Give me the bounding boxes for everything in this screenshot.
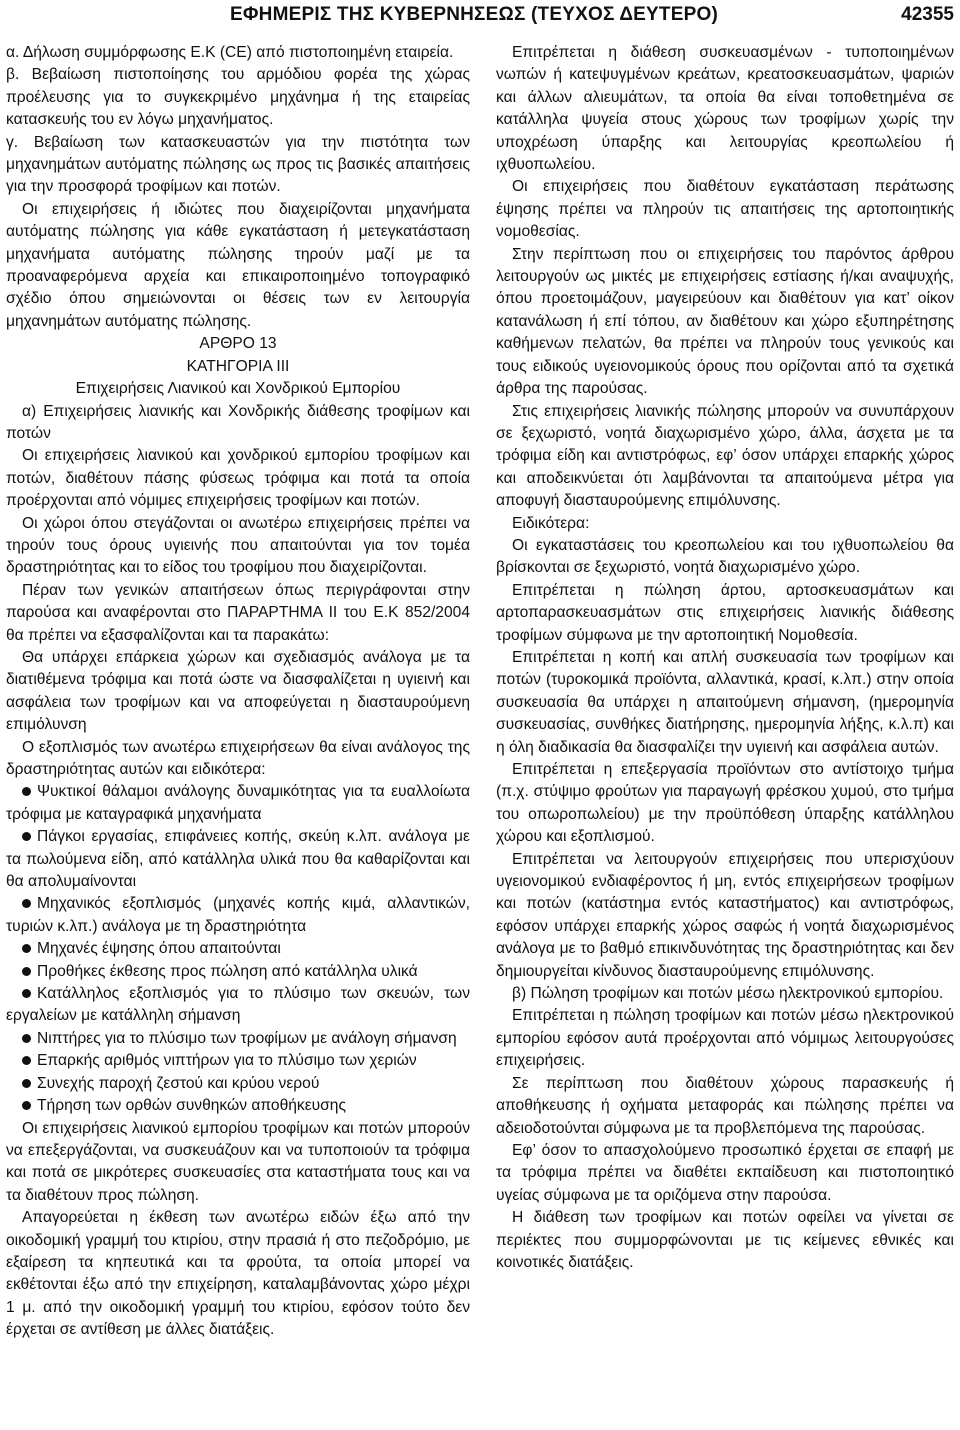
bullet-text: Πάγκοι εργασίας, επιφάνειες κοπής, σκεύη κ.λπ. ανάλογα με τα πωλούμενα είδη, από κατάλληλα υλικά που θα καθαρίζονται και θα απολυμαίνονται — [6, 828, 470, 891]
bullet-icon — [22, 1034, 31, 1043]
bullet-icon — [22, 1101, 31, 1110]
category-heading: ΚΑΤΗΓΟΡΙΑ ΙΙΙ — [186, 357, 290, 375]
paragraph: Επιτρέπεται να λειτουργούν επιχειρήσεις που υπερισχύουν υγειονομικού ενδιαφέροντος ή μη, εντός επιχειρήσεων τροφίμων και ποτών (κατάστημα εντός καταστήματος) και αντιστρόφως, εφόσον υπάρχει επαρκής χώρος σαφώς ή νοητά διαχωρισμένος ανάλογα με το βαθμό επικινδυνότητας της δραστηριότητας και δεν δημιουργείται κίνδυνος διασταυρούμενης επιμόλυνσης. — [496, 850, 954, 980]
paragraph: Οι επιχειρήσεις λιανικού εμπορίου τροφίμων και ποτών μπορούν να επεξεργάζονται, να συσκευάζουν και να τυποποιούν τα τρόφιμα και ποτά σε μικρότερες συσκευασίες στα καταστήματα τους και να τα διαθέτουν προς πώληση. — [6, 1119, 470, 1204]
bullet-text: Τήρηση των ορθών συνθηκών αποθήκευσης — [37, 1097, 346, 1115]
paragraph: Οι επιχειρήσεις που διαθέτουν εγκατάσταση περάτωσης έψησης πρέπει να πληρούν τις απαιτήσεις της αρτοποιητικής νομοθεσίας. — [496, 178, 954, 241]
paragraph: Η διάθεση των τροφίμων και ποτών οφείλει να γίνεται σε περιέκτες που συμμορφώνονται με τις κείμενες εθνικές και κοινοτικές διατάξεις. — [496, 1209, 954, 1271]
paragraph: Πέραν των γενικών απαιτήσεων όπως περιγράφονται στην παρούσα και αναφέρονται στο ΠΑΡΑΡΤΗΜΑ ΙΙ του Ε.Κ 852/2004 θα πρέπει να εξασφαλίζονται και τα παρακάτω: — [6, 581, 470, 644]
paragraph: Στις επιχειρήσεις λιανικής πώλησης μπορούν να συνυπάρχουν σε ξεχωριστό, νοητά διαχωρισμένο χώρο, άλλα, άσχετα με τα τρόφιμα είδη και αντιστρόφως, εφ’ όσον υπάρχει επαρκής χώρος και αποδεικνύεται ότι λαμβάνονται τα απαιτούμενα μέτρα για αποφυγή διασταυρούμενης επιμόλυνσης. — [496, 402, 954, 510]
bullet-text: Συνεχής παροχή ζεστού και κρύου νερού — [37, 1074, 320, 1092]
bullet-icon — [22, 787, 31, 796]
bullet-text: Κατάλληλος εξοπλισμός για το πλύσιμο των σκευών, των εργαλείων με κατάλληλη σήμανση — [6, 985, 470, 1025]
bullet-icon — [22, 899, 31, 908]
gazette-title: ΕΦΗΜΕΡΙΣ ΤΗΣ ΚΥΒΕΡΝΗΣΕΩΣ (ΤΕΥΧΟΣ ΔΕΥΤΕΡΟ) — [230, 4, 718, 25]
bullet-text: Νιπτήρες για το πλύσιμο των τροφίμων με ανάλογη σήμανση — [37, 1029, 457, 1047]
page-header — [0, 0, 960, 34]
bullet-icon — [22, 989, 31, 998]
paragraph: Οι χώροι όπου στεγάζονται οι ανωτέρω επιχειρήσεις πρέπει να τηρούν τους όρους υγιεινής που απαιτούνται για τον τομέα δραστηριότητας και το είδος του τροφίμου που διαχειρίζονται. — [6, 514, 470, 577]
paragraph: Απαγορεύεται η έκθεση των ανωτέρω ειδών έξω από την οικοδομική γραμμή του κτιρίου, στην πρασιά ή στο πεζοδρόμιο, με εξαίρεση τα κηπευτικά και τα φρούτα, τα οποία μπορεί να εκθέτονται έξω από την επιχείρηση, καταλαμβάνοντας χώρο μέχρι 1 μ. από την οικοδομική γραμμή του κτιρίου, εφόσον τούτο δεν έρχεται σε αντίθεση με άλλες διατάξεις. — [6, 1209, 470, 1339]
bullet-icon — [22, 832, 31, 841]
bullet-item — [6, 1050, 470, 1072]
paragraph: Ο εξοπλισμός των ανωτέρω επιχειρήσεων θα είναι ανάλογος της δραστηριότητας αυτών και ειδικότερα: — [6, 738, 470, 778]
bullet-item — [6, 893, 470, 938]
paragraph: Οι επιχειρήσεις λιανικού και χονδρικού εμπορίου τροφίμων και ποτών, διαθέτουν πάσης φύσεως τρόφιμα και ποτά τα οποία προέρχονται από νόμιμες επιχειρήσεις τροφίμων και ποτών. — [6, 447, 470, 510]
paragraph: Επιτρέπεται η κοπή και απλή συσκευασία των τροφίμων και ποτών (τυροκομικά προϊόντα, αλλαντικά, κρασί, κ.λπ.) στην οποία συσκευασία θα υπάρχει η απαιτούμενη σήμανση, (ημερομηνία συσκευασίας, συνθήκες διατήρησης, ημερομηνία λήξης, κ.λ.π) και η όλη διαδικασία θα διασφαλίζει την υγιεινή και ασφάλεια αυτών. — [496, 648, 954, 756]
paragraph: Οι εγκαταστάσεις του κρεοπωλείου και του ιχθυοπωλείου θα βρίσκονται σε ξεχωριστό, νοητά διαχωρισμένο χώρο. — [496, 536, 954, 577]
bullet-item — [6, 826, 470, 893]
paragraph: Επιτρέπεται η διάθεση συσκευασμένων - τυποποιημένων νωπών ή κατεψυγμένων κρεάτων, κρεατοσκευασμάτων, ψαριών και άλλων αλιευμάτων, τα οποία θα είναι τοποθετημένα σε κατάλληλα ψυγεία στους χώρους των τροφίμων χωρίς την υποχρέωση ύπαρξης και λειτουργίας κρεοπωλείου ή ιχθυοπωλείου. — [496, 44, 954, 174]
paragraph: Εφ’ όσον το απασχολούμενο προσωπικό έρχεται σε επαφή με τα τρόφιμα πρέπει να διαθέτει εκπαίδευση και πιστοποιητικό υγείας σύμφωνα με τα οριζόμενα στην παρούσα. — [496, 1141, 954, 1204]
bullet-icon — [22, 1056, 31, 1065]
paragraph: Επιτρέπεται η επεξεργασία προϊόντων στο αντίστοιχο τμήμα (π.χ. στύψιμο φρούτων για παραγωγή φρέσκου χυμού, στο τμήμα του οπωροπωλείου) με την προϋπόθεση ύπαρξης κατάλληλου χώρου και εξοπλισμού. — [496, 761, 954, 846]
bullet-item — [6, 938, 470, 960]
article-heading: ΑΡΘΡΟ 13 — [199, 335, 277, 353]
subsection-heading: α) Επιχειρήσεις λιανικής και Χονδρικής διάθεσης τροφίμων και ποτών — [6, 402, 470, 442]
bullet-text: Μηχανικός εξοπλισμός (μηχανές κοπής κιμά, αλλαντικών, τυριών κ.λπ.) ανάλογα με τη δραστηριότητα — [6, 895, 470, 935]
bullet-item — [6, 1028, 470, 1050]
bullet-item — [6, 1073, 470, 1095]
bullet-item — [6, 983, 470, 1028]
bullet-text: Προθήκες έκθεσης προς πώληση από κατάλληλα υλικά — [37, 962, 418, 980]
bullet-item — [6, 781, 470, 826]
page-number: 42355 — [901, 4, 954, 25]
paragraph: Επιτρέπεται η πώληση τροφίμων και ποτών μέσω ηλεκτρονικού εμπορίου εφόσον αυτά προέρχονται από νόμιμως λειτουργούσες επιχειρήσεις. — [496, 1007, 954, 1070]
bullet-icon — [22, 967, 31, 976]
right-column — [496, 42, 954, 1274]
paragraph: β. Βεβαίωση πιστοποίησης του αρμόδιου φορέα της χώρας προέλευσης για το συγκεκριμένο μηχάνημα ή της εταιρείας κατασκευής του εν λόγω μηχανήματος. — [6, 66, 470, 129]
bullet-item — [6, 1095, 470, 1117]
left-column — [6, 42, 470, 1342]
paragraph: Θα υπάρχει επάρκεια χώρων και σχεδιασμός ανάλογα με τα διατιθέμενα τρόφιμα και ποτά ώστε να διασφαλίζεται η υγιεινή και ασφάλεια των τροφίμων και να αποφεύγεται η διασταυρούμενη επιμόλυνση — [6, 648, 470, 734]
paragraph: α. Δήλωση συμμόρφωσης Ε.Κ (CE) από πιστοποιημένη εταιρεία. — [6, 44, 454, 61]
bullet-item — [6, 961, 470, 983]
paragraph: γ. Βεβαίωση των κατασκευαστών για την πιστότητα των μηχανημάτων αυτόματης πώλησης ως προς τις βασικές απαιτήσεις για την προσφορά τροφίμων και ποτών. — [6, 133, 470, 196]
paragraph: Ειδικότερα: — [512, 514, 590, 532]
bullet-icon — [22, 944, 31, 953]
paragraph: Επιτρέπεται η πώληση άρτου, αρτοσκευασμάτων και αρτοπαρασκευασμάτων στις επιχειρήσεις λιανικής διάθεσης τροφίμων σύμφωνα με την αρτοποιητική Νομοθεσία. — [496, 581, 954, 644]
paragraph: Στην περίπτωση που οι επιχειρήσεις του παρόντος άρθρου λειτουργούν ως μικτές με επιχειρήσεις εστίασης ή/και αναψυχής, όπου προετοιμάζουν, μαγειρεύουν και διαθέτουν για κατ’ οίκον κατανάλωση ή επί τόπου, αν διαθέτουν και χώρο εξυπηρέτησης καθήμενων πελατών, θα πρέπει να πληρούν τους γενικούς και τους ειδικούς υγειονομικούς όρους που ορίζονται από τα σχετικά άρθρα της παρούσας. — [496, 245, 954, 398]
bullet-icon — [22, 1079, 31, 1088]
bullet-text: Μηχανές έψησης όπου απαιτούνται — [37, 940, 281, 958]
paragraph: Σε περίπτωση που διαθέτουν χώρους παρασκευής ή αποθήκευσης ή οχήματα μεταφοράς και πώλησης πρέπει να αδειοδοτούνται σύμφωνα με τα προβλεπόμενα της παρούσας. — [496, 1074, 954, 1137]
section-heading: Επιχειρήσεις Λιανικού και Χονδρικού Εμπορίου — [75, 380, 401, 398]
bullet-text: Επαρκής αριθμός νιπτήρων για το πλύσιμο των χεριών — [37, 1052, 417, 1070]
paragraph: Οι επιχειρήσεις ή ιδιώτες που διαχειρίζονται μηχανήματα αυτόματης πώλησης για κάθε εγκατάσταση ή μετεγκατάσταση μηχανήματα αυτόματης πώλησης τηρούν μαζί με τα προαναφερόμενα αρχεία και επικαιροποιημένο τοπογραφικό σχέδιο όπου σημειώνονται οι θέσεις των εν λειτουργία μηχανημάτων αυτόματης πώλησης. — [6, 200, 470, 330]
bullet-text: Ψυκτικοί θάλαμοι ανάλογης δυναμικότητας για τα ευαλλοίωτα τρόφιμα με καταγραφικά μηχανήματα — [6, 783, 470, 823]
subsection-heading: β) Πώληση τροφίμων και ποτών μέσω ηλεκτρονικού εμπορίου. — [512, 985, 944, 1003]
